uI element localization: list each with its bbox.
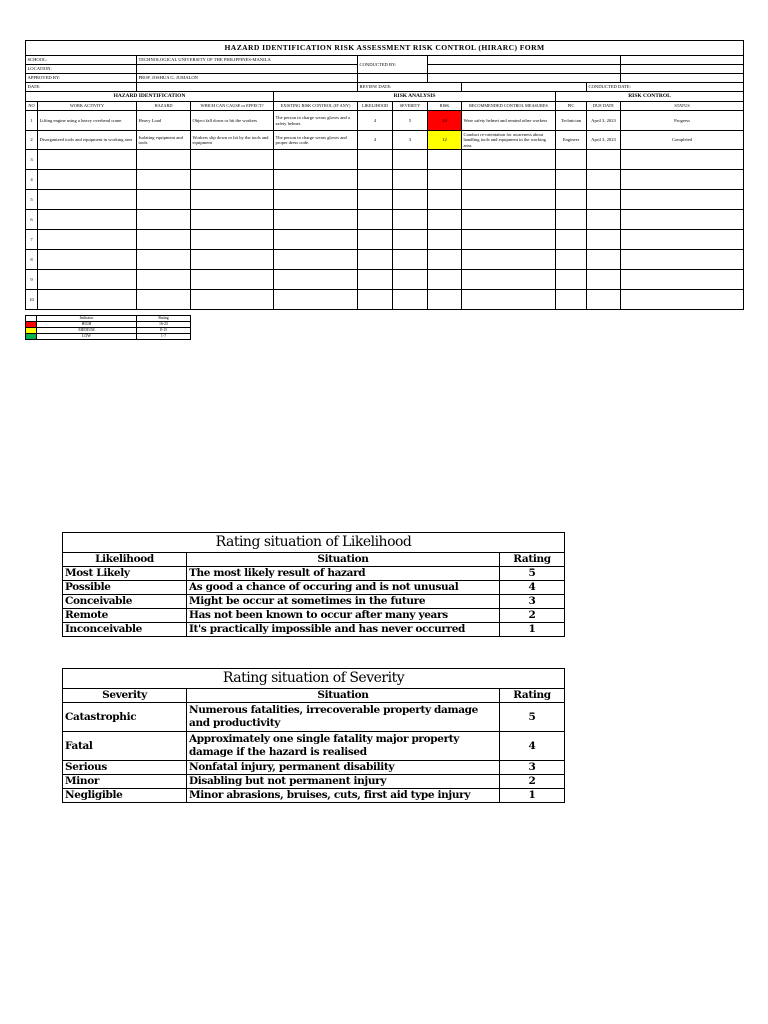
work-activity: Lifting engine using a heavy overhead crane. — [38, 111, 137, 131]
row-no: 6 — [26, 210, 38, 230]
empty-cell — [462, 190, 556, 210]
existing-control: The person in charge wears gloves and proper dress code. — [274, 131, 358, 150]
empty-cell — [621, 170, 744, 190]
empty-cell — [587, 170, 621, 190]
empty-cell — [393, 190, 428, 210]
empty-cell — [358, 170, 393, 190]
empty-cell — [556, 250, 587, 270]
empty-cell — [587, 290, 621, 310]
effect: Workers slip down or hit by the tools and equipment — [191, 131, 274, 150]
empty-cell — [191, 150, 274, 170]
empty-cell — [393, 290, 428, 310]
empty-cell — [462, 290, 556, 310]
severity-rating: 1 — [500, 789, 565, 803]
empty-cell — [462, 150, 556, 170]
location-value — [137, 65, 358, 74]
empty-cell — [137, 270, 191, 290]
empty-cell — [38, 150, 137, 170]
severity-header: Severity — [63, 689, 187, 703]
school-label: SCHOOL: — [26, 56, 137, 65]
empty-cell — [621, 210, 744, 230]
col-header: WHICH CAN CAUSE or EFFECT? — [191, 102, 274, 111]
likelihood-value: 4 — [358, 111, 393, 131]
legend-label: MEDIUM — [37, 328, 137, 334]
review-date-label: REVIEW DATE: — [358, 83, 462, 92]
col-header: RISK — [428, 102, 462, 111]
table-row — [26, 111, 744, 131]
empty-cell — [358, 250, 393, 270]
due-date: April 3, 2023 — [587, 131, 621, 150]
empty-cell — [274, 230, 358, 250]
conducted-date-label: CONDUCTED DATE: — [587, 83, 744, 92]
status: Progress — [621, 111, 744, 131]
empty-cell — [38, 230, 137, 250]
severity-situation: Disabling but not permanent injury — [187, 775, 500, 789]
col-header: NO — [26, 102, 38, 111]
risk-value: 20 — [428, 111, 462, 131]
hazard: Heavy Load — [137, 111, 191, 131]
table-row — [63, 609, 565, 623]
recommended-control: Wear safety helmet and remind other workers — [462, 111, 556, 131]
likelihood-situation: As good a chance of occuring and is not unusual — [187, 581, 500, 595]
col-header: STATUS — [621, 102, 744, 111]
col-header: LIKELIHOOD — [358, 102, 393, 111]
empty-cell — [556, 170, 587, 190]
legend-range: 8-15 — [137, 328, 191, 334]
empty-cell — [393, 210, 428, 230]
empty-cell — [621, 190, 744, 210]
likelihood-situation: Has not been known to occur after many years — [187, 609, 500, 623]
pic: Engineer — [556, 131, 587, 150]
empty-cell — [428, 190, 462, 210]
conducted-by-extra-3 — [621, 74, 744, 83]
empty-cell — [587, 250, 621, 270]
hazard: Isolating equipment and tools — [137, 131, 191, 150]
conducted-by-field-1 — [428, 56, 621, 65]
empty-cell — [274, 170, 358, 190]
empty-cell — [137, 190, 191, 210]
empty-cell — [428, 270, 462, 290]
col-header: PIC — [556, 102, 587, 111]
empty-cell — [137, 210, 191, 230]
due-date: April 3, 2023 — [587, 111, 621, 131]
col-header: SEVERITY — [393, 102, 428, 111]
empty-cell — [587, 150, 621, 170]
likelihood-rating: 4 — [500, 581, 565, 595]
empty-cell — [274, 250, 358, 270]
legend-label: LOW — [37, 334, 137, 340]
empty-row — [26, 170, 744, 190]
legend-swatch-low — [26, 334, 37, 340]
likelihood-name: Inconceivable — [63, 623, 187, 637]
empty-cell — [428, 250, 462, 270]
likelihood-rating: 3 — [500, 595, 565, 609]
empty-cell — [428, 290, 462, 310]
empty-cell — [137, 290, 191, 310]
empty-cell — [462, 230, 556, 250]
severity-situation: Numerous fatalities, irrecoverable property damage and productivity — [187, 703, 500, 732]
empty-cell — [274, 210, 358, 230]
severity-value: 5 — [393, 111, 428, 131]
conducted-by-label: CONDUCTED BY: — [358, 56, 428, 74]
table-row — [63, 703, 565, 732]
status: Completed — [621, 131, 744, 150]
date-label: DATE: — [26, 83, 137, 92]
empty-row — [26, 230, 744, 250]
table-row — [63, 581, 565, 595]
existing-control: The person in charge wears gloves and a safety helmet. — [274, 111, 358, 131]
empty-cell — [621, 150, 744, 170]
approved-by-value: PROF. JOSHUA G. JUMALON — [137, 74, 358, 83]
empty-cell — [38, 190, 137, 210]
empty-row — [26, 250, 744, 270]
severity-situation: Nonfatal injury, permanent disability — [187, 761, 500, 775]
situation-header: Situation — [187, 689, 500, 703]
empty-cell — [621, 250, 744, 270]
legend-header-rating: Rating — [137, 316, 191, 322]
legend-range: 1-7 — [137, 334, 191, 340]
col-header: EXISTING RISK CONTROL (IF ANY) — [274, 102, 358, 111]
approved-by-label: APPROVED BY: — [26, 74, 137, 83]
empty-cell — [428, 230, 462, 250]
location-label: LOCATION: — [26, 65, 137, 74]
blank-cell — [358, 74, 428, 83]
empty-cell — [587, 270, 621, 290]
date-value — [137, 83, 358, 92]
empty-cell — [393, 150, 428, 170]
conducted-by-extra-2 — [621, 65, 744, 74]
empty-cell — [137, 230, 191, 250]
rating-header: Rating — [500, 553, 565, 567]
empty-cell — [587, 210, 621, 230]
empty-cell — [358, 270, 393, 290]
empty-cell — [274, 290, 358, 310]
severity-name: Negligible — [63, 789, 187, 803]
empty-cell — [462, 170, 556, 190]
effect: Object fall down or hit the workers — [191, 111, 274, 131]
table-row — [63, 732, 565, 761]
legend-label: HIGH — [37, 322, 137, 328]
severity-rating: 5 — [500, 703, 565, 732]
empty-row — [26, 190, 744, 210]
empty-cell — [556, 290, 587, 310]
empty-cell — [38, 210, 137, 230]
empty-cell — [191, 210, 274, 230]
empty-cell — [191, 270, 274, 290]
table-row — [63, 567, 565, 581]
empty-cell — [137, 250, 191, 270]
severity-rating: 3 — [500, 761, 565, 775]
empty-cell — [358, 230, 393, 250]
table-row — [26, 131, 744, 150]
empty-cell — [38, 250, 137, 270]
pic: Technician — [556, 111, 587, 131]
empty-cell — [191, 290, 274, 310]
row-no: 3 — [26, 150, 38, 170]
row-no: 1 — [26, 111, 38, 131]
empty-cell — [393, 250, 428, 270]
table-row — [63, 761, 565, 775]
likelihood-table-title: Rating situation of Likelihood — [63, 533, 565, 553]
review-date-value — [462, 83, 587, 92]
empty-cell — [428, 170, 462, 190]
empty-cell — [621, 270, 744, 290]
empty-cell — [191, 170, 274, 190]
likelihood-situation: It's practically impossible and has never occurred — [187, 623, 500, 637]
section-risk-analysis: RISK ANALYSIS — [274, 92, 556, 102]
conducted-by-extra-1 — [621, 56, 744, 65]
empty-cell — [556, 210, 587, 230]
likelihood-rating: 1 — [500, 623, 565, 637]
empty-cell — [38, 290, 137, 310]
likelihood-name: Possible — [63, 581, 187, 595]
empty-row — [26, 270, 744, 290]
row-no: 9 — [26, 270, 38, 290]
empty-cell — [358, 190, 393, 210]
conducted-by-field-2 — [428, 65, 621, 74]
risk-legend — [25, 315, 191, 340]
empty-cell — [393, 230, 428, 250]
empty-row — [26, 210, 744, 230]
row-no: 4 — [26, 170, 38, 190]
empty-cell — [38, 170, 137, 190]
legend-range: 16-25 — [137, 322, 191, 328]
severity-situation: Minor abrasions, bruises, cuts, first aid type injury — [187, 789, 500, 803]
severity-situation: Approximately one single fatality major property damage if the hazard is realised — [187, 732, 500, 761]
empty-cell — [358, 210, 393, 230]
empty-cell — [137, 150, 191, 170]
table-row — [63, 789, 565, 803]
empty-cell — [191, 190, 274, 210]
likelihood-situation: Might be occur at sometimes in the future — [187, 595, 500, 609]
empty-cell — [191, 250, 274, 270]
empty-row — [26, 290, 744, 310]
recommended-control: Conduct re-orientation for awareness about handling tools and equipment in the working area. — [462, 131, 556, 150]
empty-cell — [274, 150, 358, 170]
severity-name: Minor — [63, 775, 187, 789]
table-row — [63, 595, 565, 609]
row-no: 7 — [26, 230, 38, 250]
section-hazard-identification: HAZARD IDENTIFICATION — [26, 92, 274, 102]
severity-name: Fatal — [63, 732, 187, 761]
empty-cell — [137, 170, 191, 190]
empty-cell — [428, 150, 462, 170]
empty-cell — [191, 230, 274, 250]
col-header: RECOMMENDED CONTROL MEASURES — [462, 102, 556, 111]
empty-row — [26, 150, 744, 170]
empty-cell — [462, 210, 556, 230]
empty-cell — [274, 270, 358, 290]
severity-name: Serious — [63, 761, 187, 775]
work-activity: Disorganized tools and equipment in working area — [38, 131, 137, 150]
severity-table-title: Rating situation of Severity — [63, 669, 565, 689]
empty-cell — [393, 170, 428, 190]
section-risk-control: RISK CONTROL — [556, 92, 744, 102]
likelihood-rating: 5 — [500, 567, 565, 581]
empty-cell — [462, 250, 556, 270]
empty-cell — [587, 190, 621, 210]
empty-cell — [358, 290, 393, 310]
col-header: WORK ACTIVITY — [38, 102, 137, 111]
likelihood-name: Remote — [63, 609, 187, 623]
empty-cell — [621, 290, 744, 310]
empty-cell — [621, 230, 744, 250]
row-no: 8 — [26, 250, 38, 270]
severity-rating: 4 — [500, 732, 565, 761]
likelihood-name: Most Likely — [63, 567, 187, 581]
row-no: 10 — [26, 290, 38, 310]
empty-cell — [556, 150, 587, 170]
severity-value: 3 — [393, 131, 428, 150]
risk-value: 12 — [428, 131, 462, 150]
empty-cell — [358, 150, 393, 170]
severity-rating: 2 — [500, 775, 565, 789]
empty-cell — [556, 270, 587, 290]
likelihood-value: 4 — [358, 131, 393, 150]
school-value: TECHNOLOGICAL UNIVERSITY OF THE PHILIPPINES-MANILA — [137, 56, 358, 65]
empty-cell — [274, 190, 358, 210]
legend-header-indicator: Indicator — [37, 316, 137, 322]
column-header-row — [26, 102, 744, 111]
col-header: DUE DATE — [587, 102, 621, 111]
empty-cell — [587, 230, 621, 250]
empty-cell — [556, 230, 587, 250]
likelihood-rating-table — [62, 532, 565, 637]
conducted-by-field-3 — [428, 74, 621, 83]
col-header: HAZARD — [137, 102, 191, 111]
row-no: 2 — [26, 131, 38, 150]
table-row — [63, 775, 565, 789]
empty-cell — [393, 270, 428, 290]
rating-header: Rating — [500, 689, 565, 703]
form-title: HAZARD IDENTIFICATION RISK ASSESSMENT RISK CONTROL (HIRARC) FORM — [26, 41, 744, 56]
empty-cell — [38, 270, 137, 290]
severity-name: Catastrophic — [63, 703, 187, 732]
hirarc-form — [25, 40, 744, 310]
table-row — [63, 623, 565, 637]
empty-cell — [556, 190, 587, 210]
situation-header: Situation — [187, 553, 500, 567]
row-no: 5 — [26, 190, 38, 210]
likelihood-header: Likelihood — [63, 553, 187, 567]
likelihood-name: Conceivable — [63, 595, 187, 609]
likelihood-rating: 2 — [500, 609, 565, 623]
empty-cell — [462, 270, 556, 290]
severity-rating-table — [62, 668, 565, 803]
empty-cell — [428, 210, 462, 230]
likelihood-situation: The most likely result of hazard — [187, 567, 500, 581]
